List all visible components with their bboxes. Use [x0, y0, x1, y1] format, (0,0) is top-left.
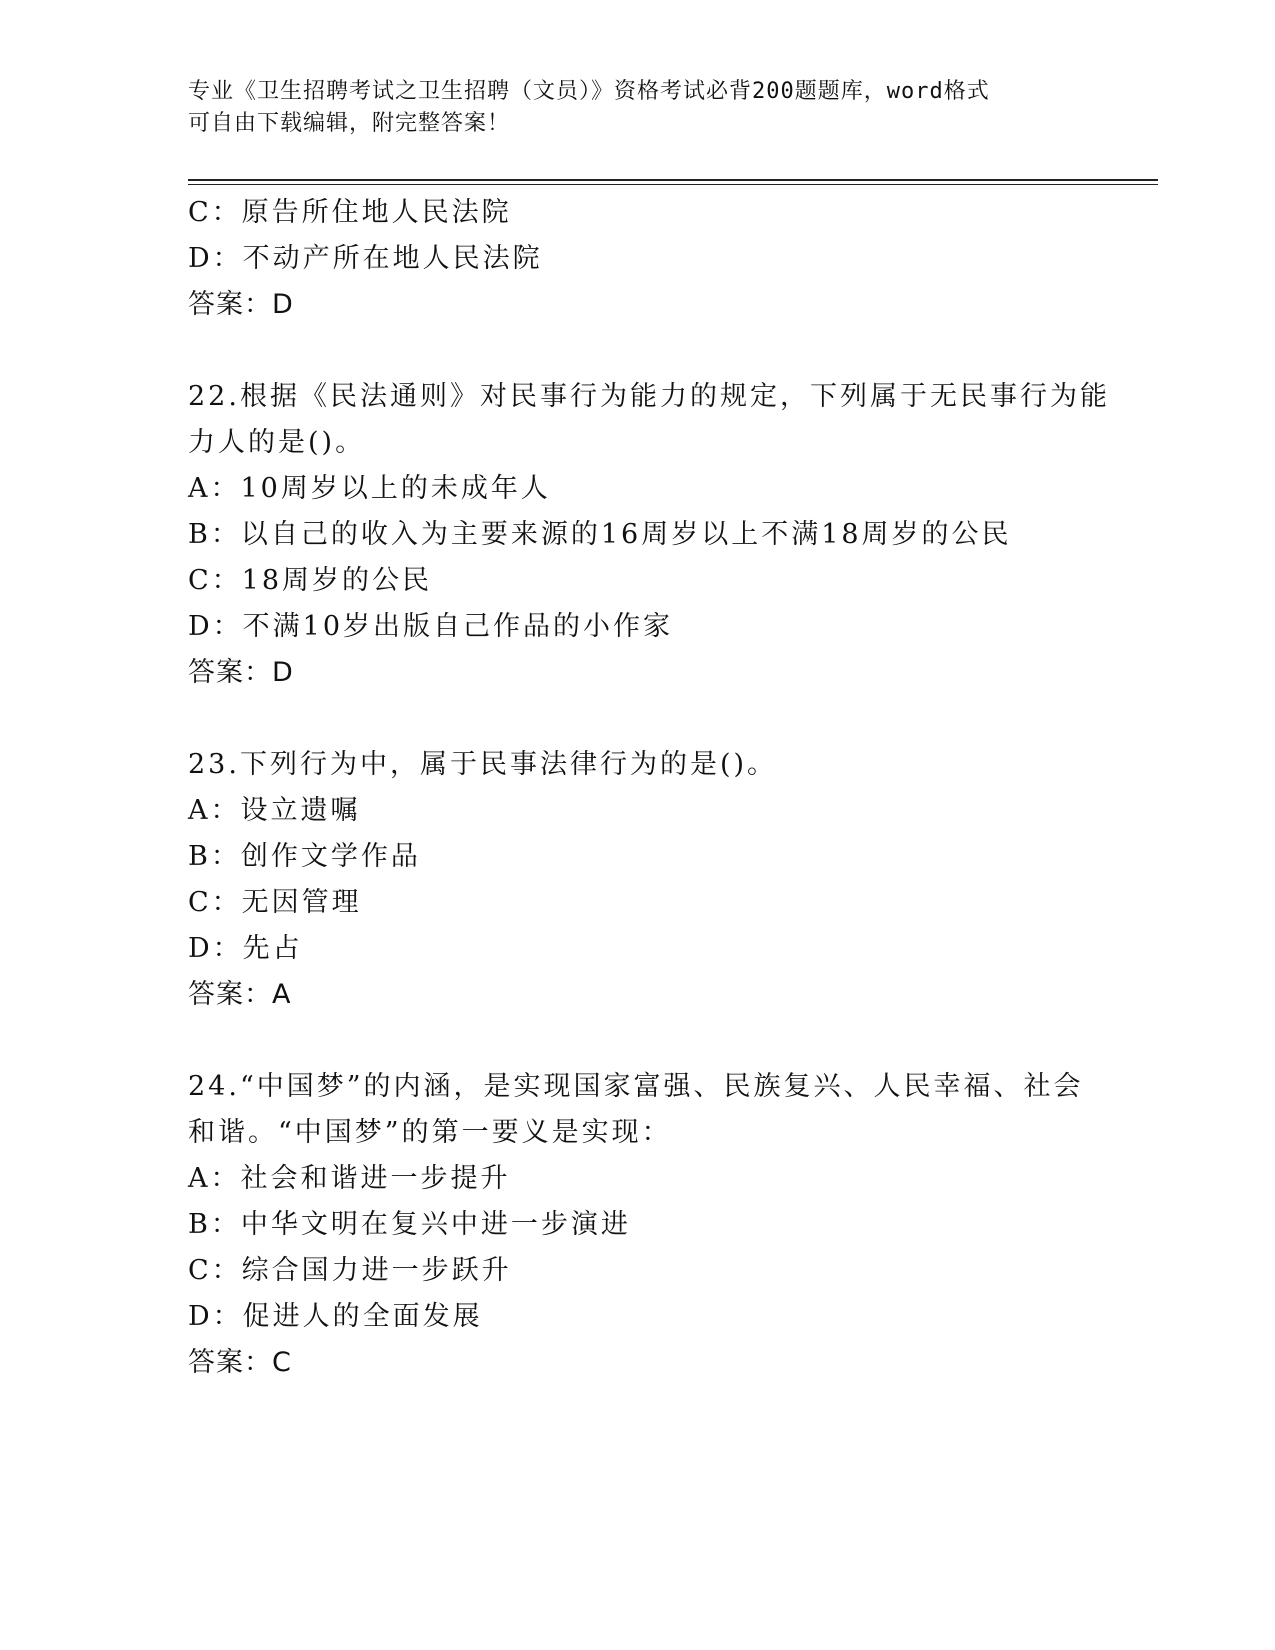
option-c: C：18周岁的公民	[188, 565, 433, 596]
answer-line: 答案：C	[188, 1347, 292, 1378]
option-d: D：不满10岁出版自己作品的小作家	[188, 611, 674, 642]
spacer	[188, 328, 1088, 374]
prev-question-block	[188, 190, 1088, 328]
question-content	[188, 190, 1110, 1386]
option-b: B：创作文学作品	[188, 841, 421, 872]
option-a: A：设立遗嘱	[188, 795, 361, 826]
question-stem-line: 力人的是()。	[188, 427, 366, 458]
question-24	[188, 1064, 1088, 1386]
question-stem-line: 和谐。“中国梦”的第一要义是实现：	[188, 1117, 672, 1148]
option-c: C：无因管理	[188, 887, 362, 918]
option-a: A：10周岁以上的未成年人	[188, 473, 551, 504]
spacer	[188, 696, 1088, 742]
header-line-2: 可自由下载编辑，附完整答案！	[188, 111, 511, 136]
spacer	[188, 1018, 1088, 1064]
answer-line: 答案：A	[188, 979, 292, 1010]
option-d: D：不动产所在地人民法院	[188, 243, 543, 274]
answer-line: 答案：D	[188, 657, 294, 688]
option-d: D：促进人的全面发展	[188, 1301, 483, 1332]
header-line-1: 专业《卫生招聘考试之卫生招聘（文员）》资格考试必背200题题库，word格式	[188, 79, 990, 104]
option-b: B：以自己的收入为主要来源的16周岁以上不满18周岁的公民	[188, 519, 1012, 550]
answer-line: 答案：D	[188, 289, 294, 320]
question-stem-line: 23.下列行为中，属于民事法律行为的是()。	[188, 749, 778, 780]
header-divider	[188, 179, 1158, 185]
option-b: B：中华文明在复兴中进一步演进	[188, 1209, 631, 1240]
question-stem-line: 24.“中国梦”的内涵，是实现国家富强、民族复兴、人民幸福、社会	[188, 1071, 1084, 1102]
option-c: C：原告所住地人民法院	[188, 197, 512, 228]
option-c: C：综合国力进一步跃升	[188, 1255, 512, 1286]
option-d: D：先占	[188, 933, 303, 964]
question-23	[188, 742, 1088, 1018]
document-header	[188, 76, 1078, 140]
option-a: A：社会和谐进一步提升	[188, 1163, 511, 1194]
question-stem-line: 22.根据《民法通则》对民事行为能力的规定，下列属于无民事行为能	[188, 381, 1110, 412]
question-22	[188, 374, 1110, 696]
